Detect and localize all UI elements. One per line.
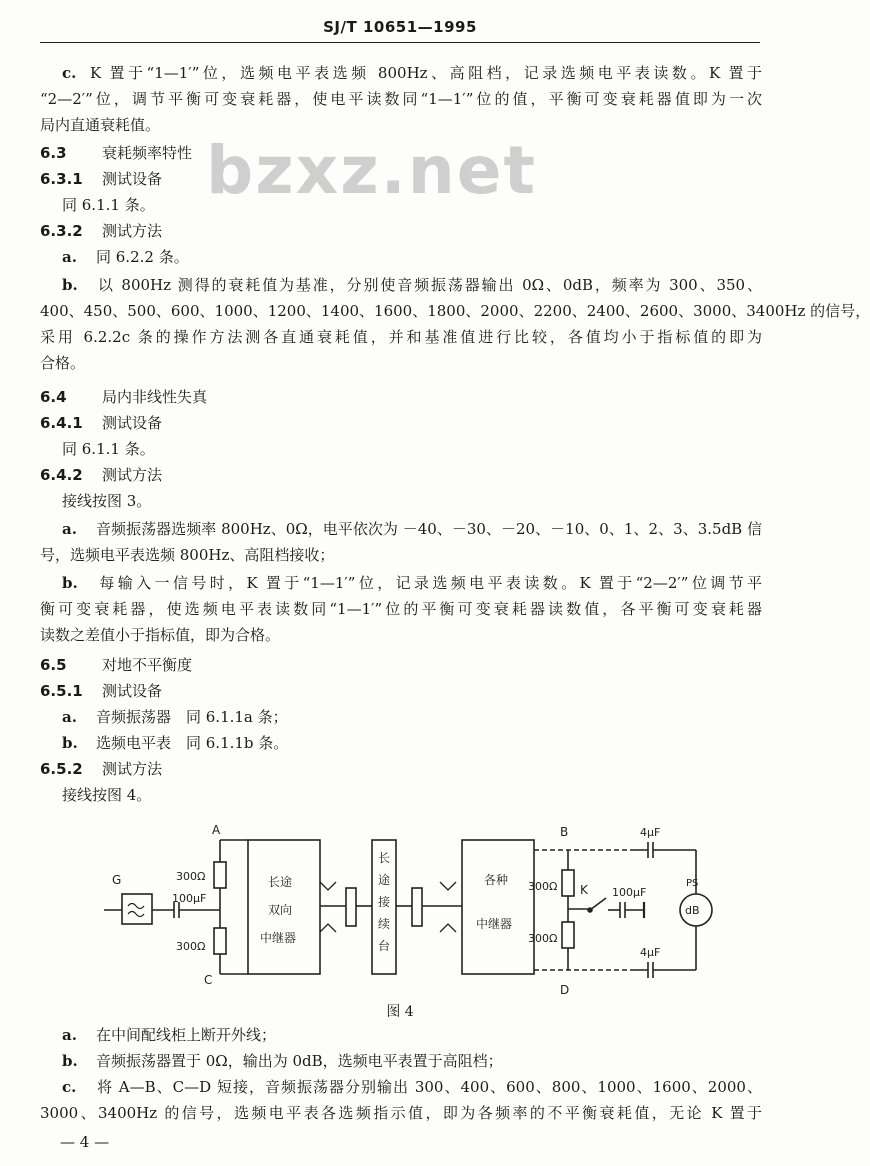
switch-pivot — [588, 908, 592, 912]
connector-2 — [412, 888, 422, 926]
item-6-5-1-a: a. 音频振荡器 同 6.1.1a 条； — [62, 708, 288, 726]
section-6-3-1-body: 同 6.1.1 条。 — [62, 196, 155, 214]
section-6-4-1: 6.4.1 测试设备 — [40, 414, 163, 432]
label-r3: 300Ω — [528, 880, 558, 893]
box3-line-1: 各种 — [484, 873, 509, 887]
paragraph-c-line-2: “2—2′”位，调节平衡可变衰耗器，使电平读数同“1—1′”位的值，平衡可变衰耗器值即为一次 — [40, 90, 762, 108]
step-c-line-2: 3000、3400Hz 的信号，选频电平表各选频指示值，即为各频率的不平衡衰耗值，无论 K 置于 — [40, 1104, 762, 1122]
section-6-3: 6.3 衰耗频率特性 — [40, 144, 193, 162]
switch-k — [590, 898, 606, 910]
item-6-4-2-a-line-2: 号，选频电平表选频 800Hz、高阻档接收； — [40, 546, 335, 564]
label-cap-mid: 100μF — [612, 886, 647, 899]
resistor-2 — [214, 928, 226, 954]
label-r1: 300Ω — [176, 870, 206, 883]
item-label: c. — [62, 64, 77, 82]
section-6-5-2-body: 接线按图 4。 — [62, 786, 152, 804]
section-6-5: 6.5 对地不平衡度 — [40, 656, 193, 674]
section-6-5-1: 6.5.1 测试设备 — [40, 682, 163, 700]
resistor-3 — [562, 870, 574, 896]
item-6-4-2-a-line-1: a. 音频振荡器选频率 800Hz、0Ω，电平依次为 －40、－30、－20、－10、0、1、2、3、3.5dB 信 — [62, 520, 762, 538]
item-6-4-2-b-line-1: b. 每输入一信号时，K 置于“1—1′”位，记录选频电平表读数。K 置于“2—2′”位调节平 — [62, 574, 762, 592]
paragraph-c-line-3: 局内直通衰耗值。 — [40, 116, 161, 134]
label-k: K — [580, 883, 588, 897]
label-d: D — [560, 983, 570, 997]
figure-4-circuit-diagram — [100, 822, 740, 1002]
box2-char-3: 接 — [378, 895, 391, 909]
item-6-3-2-b-line-4: 合格。 — [40, 354, 86, 372]
label-r4: 300Ω — [528, 932, 558, 945]
label-cap-g: 100μF — [172, 892, 207, 905]
step-a: a. 在中间配线柜上断开外线； — [62, 1026, 277, 1044]
section-6-5-2: 6.5.2 测试方法 — [40, 760, 163, 778]
box1-line-3: 中继器 — [260, 931, 297, 945]
step-c-line-1: c. 将 A—B、C—D 短接，音频振荡器分别输出 300、400、600、800、1000、1600、2000、 — [62, 1078, 762, 1096]
document-number: SJ/T 10651—1995 — [323, 18, 477, 36]
box2-char-1: 长 — [378, 851, 391, 865]
item-6-3-2-b-line-1: b. 以 800Hz 测得的衰耗值为基准，分别使音频振荡器输出 0Ω、0dB，频率为 300、350、 — [62, 276, 762, 294]
label-r2: 300Ω — [176, 940, 206, 953]
resistor-1 — [214, 862, 226, 888]
label-cap-bottom: 4μF — [640, 946, 661, 959]
section-6-3-1: 6.3.1 测试设备 — [40, 170, 163, 188]
watermark: bzxz.net — [206, 132, 538, 209]
section-6-4-1-body: 同 6.1.1 条。 — [62, 440, 155, 458]
box2-char-4: 续 — [378, 917, 391, 931]
generator-box — [122, 894, 152, 924]
resistor-4 — [562, 922, 574, 948]
figure-caption: 图 4 — [386, 1004, 414, 1020]
section-6-4-2-body: 接线按图 3。 — [62, 492, 152, 510]
label-g: G — [112, 873, 122, 887]
item-6-3-2-a: a. 同 6.2.2 条。 — [62, 248, 189, 266]
label-db: dB — [685, 904, 700, 917]
paragraph-c-line-1: c. K 置于“1—1′”位，选频电平表选频 800Hz、高阻档，记录选频电平表读数。K 置于 — [62, 60, 762, 86]
page-header — [40, 12, 760, 43]
item-6-4-2-b-line-3: 读数之差值小于指标值，即为合格。 — [40, 626, 281, 644]
item-6-5-1-b: b. 选频电平表 同 6.1.1b 条。 — [62, 734, 289, 752]
label-c: C — [204, 973, 213, 987]
sine-wave-icon — [128, 904, 144, 917]
box3-line-2: 中继器 — [476, 917, 513, 931]
direction-marks — [320, 882, 336, 932]
label-ps: PS — [686, 878, 699, 889]
direction-marks — [440, 882, 456, 932]
page-number: — 4 — — [60, 1133, 110, 1151]
box1-line-1: 长途 — [268, 875, 293, 889]
box2-char-5: 台 — [378, 939, 391, 953]
section-6-3-2: 6.3.2 测试方法 — [40, 222, 163, 240]
label-cap-top: 4μF — [640, 826, 661, 839]
item-6-4-2-b-line-2: 衡可变衰耗器，使选频电平表读数同“1—1′”位的平衡可变衰耗器读数值，各平衡可变衰耗器 — [40, 600, 762, 618]
connector-1 — [346, 888, 356, 926]
section-6-4-2: 6.4.2 测试方法 — [40, 466, 163, 484]
item-6-3-2-b-line-3: 采用 6.2.2c 条的操作方法测各直通衰耗值，并和基准值进行比较，各值均小于指标值的即为 — [40, 328, 762, 346]
label-b: B — [560, 825, 569, 839]
box-various-repeaters — [462, 840, 534, 974]
box1-line-2: 双向 — [268, 903, 293, 917]
item-6-3-2-b-line-2: 400、450、500、600、1000、1200、1400、1600、1800、2000、2200、2400、2600、3000、3400Hz 的信号， — [40, 302, 870, 320]
section-6-4: 6.4 局内非线性失真 — [40, 388, 208, 406]
step-b: b. 音频振荡器置于 0Ω，输出为 0dB，选频电平表置于高阻档； — [62, 1052, 503, 1070]
label-a: A — [212, 823, 221, 837]
box2-char-2: 途 — [378, 873, 391, 887]
